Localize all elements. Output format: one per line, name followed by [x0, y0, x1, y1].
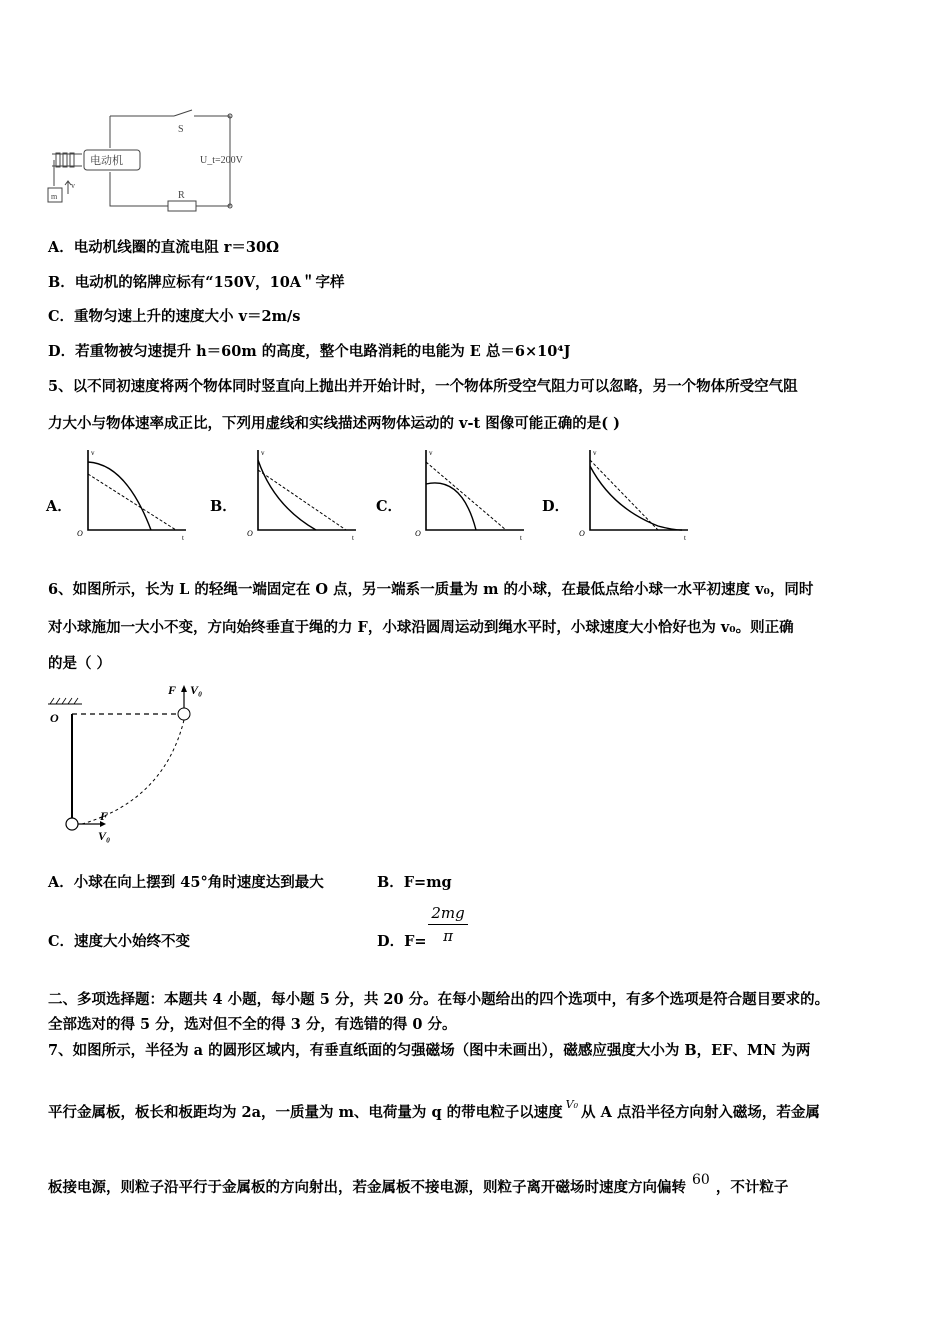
- voltage-label: U_t=200V: [200, 155, 243, 166]
- q4-option-a: A．电动机线圈的直流电阻 r＝30Ω: [48, 239, 280, 256]
- fraction-numerator: 2mg: [428, 904, 468, 925]
- section2-line1: 二、多项选择题：本题共 4 小题，每小题 5 分，共 20 分。在每小题给出的四个选项中，有多个选项是符合题目要求的。: [48, 991, 830, 1008]
- vt-graph-a: [76, 446, 192, 542]
- velocity-label-bottom: V₀: [98, 829, 111, 843]
- q7-text-line3: [48, 1172, 789, 1197]
- vt-graph-b: [246, 446, 362, 542]
- q4-option-d: D．若重物被匀速提升 h＝60m 的高度，整个电路消耗的电能为 E 总＝6×10⁴J: [48, 343, 571, 360]
- resistor-label: R: [178, 190, 185, 201]
- switch-label: S: [178, 124, 184, 135]
- vt-graph-d: [578, 446, 694, 542]
- q7-text-line1: 7、如图所示，半径为 a 的圆形区域内，有垂直纸面的匀强磁场（图中未画出），磁感应强度大小为 B，EF、MN 为两: [48, 1042, 811, 1059]
- point-o-label: O: [50, 711, 59, 725]
- section2-line2: 全部选对的得 5 分，选对但不全的得 3 分，有选错的得 0 分。: [48, 1016, 457, 1033]
- mass-label: m: [51, 192, 58, 201]
- graph-label-d: D．: [542, 498, 570, 515]
- q5-text-line2: 力大小与物体速率成正比，下列用虚线和实线描述两物体运动的 v-t 图像可能正确的是( ): [48, 415, 621, 432]
- q7-line3-end: ，不计粒子: [715, 1179, 789, 1196]
- pendulum-diagram: [44, 680, 224, 846]
- q6-option-b: B．F=mg: [377, 874, 452, 891]
- q6-text-line3: 的是（ ）: [48, 655, 112, 672]
- force-label-bottom: F: [100, 809, 109, 823]
- q4-option-b: B．电动机的铭牌应标有“150V，10A＂字样: [48, 274, 345, 291]
- origin: O: [77, 529, 83, 538]
- q6-text-line2: 对小球施加一大小不变，方向始终垂直于绳的力 F，小球沿圆周运动到绳水平时，小球速度大小恰好也为 v₀。则正确: [48, 619, 794, 636]
- q6-text-line1: 6、如图所示，长为 L 的轻绳一端固定在 O 点，另一端系一质量为 m 的小球，在最低点给小球一水平初速度 v₀，同时: [48, 581, 814, 598]
- q6-option-c: C．速度大小始终不变: [48, 933, 191, 950]
- force-label-top: F: [168, 683, 177, 697]
- q7-angle-symbol: 60: [692, 1172, 710, 1188]
- vt-graph-c: [414, 446, 530, 542]
- origin: O: [415, 529, 421, 538]
- q7-line2-end: 从 A 点沿半径方向射入磁场，若金属: [581, 1104, 820, 1121]
- graph-label-c: C．: [376, 498, 403, 515]
- q7-text-line2: [48, 1098, 820, 1122]
- q4-option-c: C．重物匀速上升的速度大小 v＝2m/s: [48, 308, 301, 325]
- fraction-denominator: π: [443, 927, 453, 945]
- q6-option-d-prefix: D．F=: [377, 933, 427, 950]
- circuit-diagram: [44, 108, 264, 214]
- fraction: [428, 904, 468, 945]
- graph-label-b: B．: [210, 498, 237, 515]
- origin: O: [247, 529, 253, 538]
- velocity-label: v: [71, 181, 75, 190]
- axis-t: t: [352, 534, 354, 542]
- graph-label-a: A．: [46, 498, 72, 515]
- axis-v: v: [261, 449, 265, 457]
- axis-v: v: [593, 449, 597, 457]
- motor-label: 电动机: [90, 155, 123, 167]
- q5-text-line1: 5、以不同初速度将两个物体同时竖直向上抛出并开始计时，一个物体所受空气阻力可以忽略，另一个物体所受空气阻: [48, 378, 798, 395]
- q6-option-a: A．小球在向上摆到 45°角时速度达到最大: [48, 874, 324, 891]
- axis-t: t: [520, 534, 522, 542]
- q7-line3-start: 板接电源，则粒子沿平行于金属板的方向射出，若金属板不接电源，则粒子离开磁场时速度方向偏转: [48, 1179, 686, 1196]
- q7-v0-symbol: V₀: [565, 1098, 579, 1111]
- axis-t: t: [182, 534, 184, 542]
- axis-t: t: [684, 534, 686, 542]
- q7-line2-start: 平行金属板，板长和板距均为 2a，一质量为 m、电荷量为 q 的带电粒子以速度: [48, 1104, 563, 1121]
- velocity-label-top: V₀: [190, 683, 203, 697]
- axis-v: v: [91, 449, 95, 457]
- axis-v: v: [429, 449, 433, 457]
- origin: O: [579, 529, 585, 538]
